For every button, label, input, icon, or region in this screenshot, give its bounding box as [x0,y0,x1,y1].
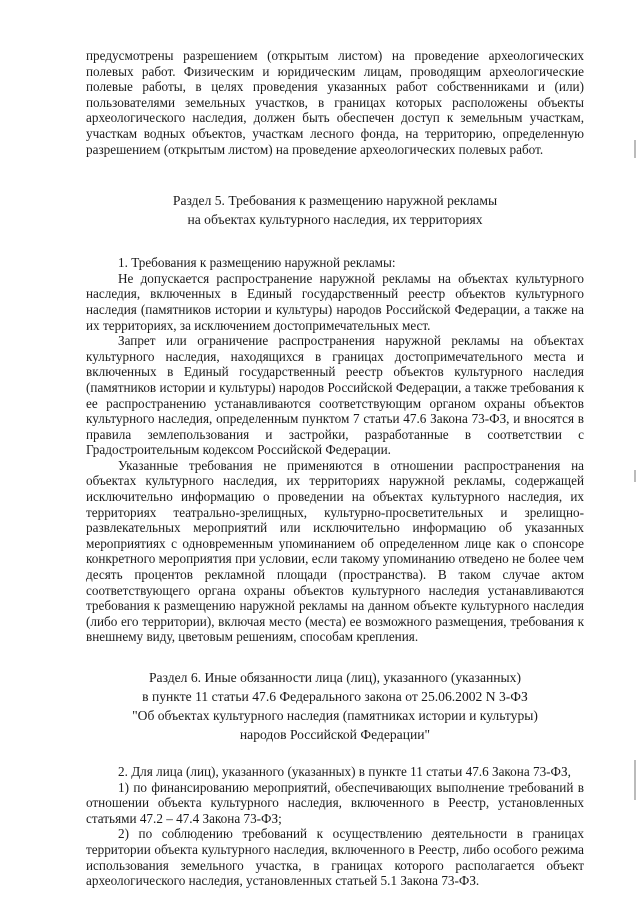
section-5-title-line-2: на объектах культурного наследия, их территориях [187,212,483,228]
document-body [86,48,584,889]
section-6-title-line-3: "Об объектах культурного наследия (памятниках истории и культуры) [132,708,538,723]
section-5-paragraph-1: Не допускается распространение наружной рекламы на объектах культурного наследия, включенных в Единый государственный реестр объектов культурного наследия (памятников истории и культуры) народов Российской Федерации, а также на их территориях, за исключением достопримечательных мест. [86,270,584,333]
section-6-title [86,668,584,744]
section-5-paragraph-2: Запрет или ограничение распространения наружной рекламы на объектах культурного наследия, находящихся в границах достопримечательного места и включенных в Единый государственный реестр объектов культурного наследия (памятников истории и культуры) народов Российской Федерации, а также требования к ее распространению устанавливаются соответствующим органом охраны объектов культурного наследия, определенным пунктом 7 статьи 47.6 Закона 73-ФЗ, и вносятся в правила землепользования и застройки, разработанные в соответствии с Градостроительным кодексом Российской Федерации. [86,333,584,458]
section-6-sub-item-2: 2) по соблюдению требований к осуществлению деятельности в границах территории объекта культурного наследия, включенного в Реестр, либо особого режима использования земельного участка, в границах которого располагается объект археологического наследия, установленных статьей 5.1 Закона 73-ФЗ. [86,826,584,889]
section-6-item-2-heading: 2. Для лица (лиц), указанного (указанных) в пункте 11 статьи 47.6 Закона 73-ФЗ, [118,764,571,779]
scan-edge-mark [634,760,636,800]
section-5-item-1-heading: 1. Требования к размещению наружной рекламы: [118,255,396,271]
scan-edge-mark [634,140,636,158]
section-6-sub-item-1: 1) по финансированию мероприятий, обеспечивающих выполнение требований в отношении объекта культурного наследия, включенного в Реестр, установленных статьями 47.2 – 47.4 Закона 73-ФЗ; [86,779,584,826]
section-5-title [86,191,584,229]
section-6-title-line-1: Раздел 6. Иные обязанности лица (лиц), указанного (указанных) [149,670,521,685]
section-5-paragraph-3: Указанные требования не применяются в отношении распространения на объектах культурного наследия, их территориях наружной рекламы, содержащей исключительно информацию о проведении на объектах культурного наследия, их территориях театрально-зрелищных, культурно-просветительных и зрелищно-развлекательных мероприятий или исключительно информацию об указанных мероприятиях с одновременным упоминанием об определенном лице как о спонсоре конкретного мероприятия при условии, если такому упоминанию отведено не более чем десять процентов рекламной площади (пространства). В таком случае актом соответствующего органа охраны объектов культурного наследия устанавливаются требования к размещению наружной рекламы на данном объекте культурного наследия (либо его территории), включая место (места) ее возможного размещения, требования к внешнему виду, цветовым решениям, способам крепления. [86,457,584,645]
scan-edge-mark [634,470,636,482]
section-6-title-line-4: народов Российской Федерации" [239,727,431,742]
section-5-title-line-1: Раздел 5. Требования к размещению наружной рекламы [172,193,498,209]
intro-paragraph: предусмотрены разрешением (открытым листом) на проведение археологических полевых работ. Физическим и юридическим лицам, проводящим археологические полевые работы, в целях проведения указанных работ собственниками и (или) пользователями земельных участков, в границах которых расположены объекты археологического наследия, должен быть обеспечен доступ к земельным участкам, участкам водных объектов, участкам лесного фонда, на территорию, определенную разрешением (открытым листом) на проведение археологических полевых работ. [86,48,584,157]
section-6-title-line-2: в пункте 11 статьи 47.6 Федерального закона от 25.06.2002 N 3-ФЗ [142,689,528,704]
